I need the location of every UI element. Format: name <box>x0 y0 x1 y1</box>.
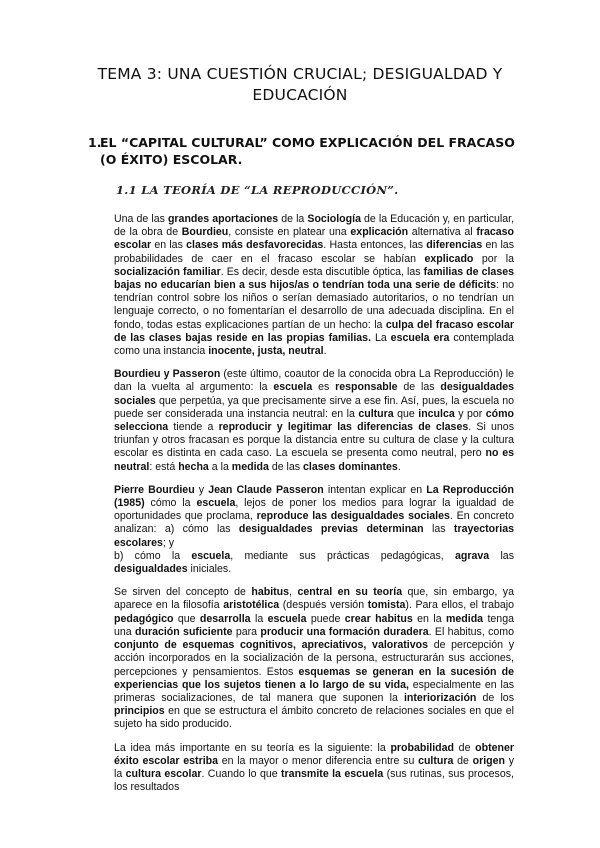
bold-text: inculca <box>418 407 455 420</box>
bold-text: transmite la escuela <box>281 767 384 780</box>
bold-text: explicado <box>424 252 474 265</box>
bold-text: Jean Claude Passeron <box>208 483 324 496</box>
bold-text: cultura <box>418 754 454 767</box>
bold-text: pedagógico <box>114 612 174 625</box>
bold-text: culpa del fracaso escolar de las clases bajas reside en las propias familias. <box>114 318 514 344</box>
text-run: de las <box>397 381 441 394</box>
bold-text: hecha <box>178 460 209 473</box>
bold-text: trayectorias escolares <box>114 523 514 549</box>
bold-text: inocente, justa, neutral <box>208 345 324 358</box>
text-run: , lejos de poner los medios para lograr la igualdad de oportunidades que proclama, <box>114 497 514 523</box>
bold-text: reproduce las desigualdades sociales <box>256 510 450 523</box>
text-run: las <box>489 549 514 562</box>
bold-text: duración suficiente <box>135 625 233 638</box>
text-run: Una de las <box>114 213 168 225</box>
text-run: la <box>250 612 268 625</box>
bold-text: familias de clases bajas no educarían bien a sus hijos/as o tendrían toda una serie de déficits <box>114 265 515 292</box>
text-run: , mediante sus prácticas pedagógicas, <box>230 549 456 562</box>
text-run: de los <box>476 691 514 704</box>
text-run: por la <box>473 252 514 265</box>
text-run: . <box>323 345 327 358</box>
bold-text: producir una formación duradera <box>260 625 429 638</box>
bold-text: desigualdades previas determinan <box>238 523 424 536</box>
bold-text: socialización familiar <box>114 265 221 278</box>
section-heading-text: EL “CAPITAL CULTURAL” COMO EXPLICACIÓN DEL FRACASO (O ÉXITO) ESCOLAR. <box>100 135 515 167</box>
bold-text: probabilidad <box>390 741 454 754</box>
text-run: puede <box>306 612 345 625</box>
bold-text: medida <box>445 612 484 625</box>
text-run: tenga una <box>114 612 514 638</box>
text-run: . <box>397 460 401 473</box>
bold-text: escuela <box>196 497 236 510</box>
text-run: de las <box>268 460 304 473</box>
bold-text: Bourdieu <box>181 226 229 239</box>
bold-text: escuela <box>191 549 231 562</box>
text-run: que <box>393 407 419 420</box>
bold-text: desigualdades sociales <box>114 381 515 407</box>
text-run: intentan explicar en <box>323 483 427 496</box>
text-run: Se sirven del concepto de <box>114 586 252 599</box>
paragraph <box>114 368 514 474</box>
text-run: ). Para ellos, el trabajo <box>405 599 514 612</box>
text-run: en las <box>151 239 187 252</box>
bold-text: central en su teoría <box>297 586 403 599</box>
text-run: b) cómo la <box>114 549 192 562</box>
bold-text: explicación <box>350 226 409 239</box>
text-run: que <box>173 612 200 625</box>
text-run: (sus rutinas, sus procesos, los resultados <box>114 767 514 794</box>
text-run: ; y <box>162 536 175 549</box>
section-heading <box>88 134 518 168</box>
text-run: , consiste en platear una <box>228 226 351 239</box>
bold-text: cultura escolar <box>125 767 202 780</box>
bold-text: Bourdieu y Passeron <box>114 368 221 381</box>
bold-text: interiorización <box>403 691 477 704</box>
text-run: es <box>312 381 336 394</box>
bold-text: agrava <box>455 549 490 562</box>
text-run: especialmente en las primeras socializaciones, de tal manera que suponen la <box>114 678 515 704</box>
paragraph <box>114 742 514 795</box>
text-run: contemplada como una instancia <box>114 331 514 358</box>
bold-text: tomista <box>367 599 406 612</box>
text-run: tiende a <box>168 421 219 434</box>
text-run: : no tendrían control sobre los niños o serían demasiado autoritarios, o no tendrían un lenguaje correcto, o no fomentarían el desarrollo de una adecuada disciplina. En el fondo, todas estas explicaciones partían de un hecho: la <box>114 279 514 331</box>
text-run: en que se estructura el ámbito concreto de relaciones sociales en que el sujeto ha sido producido. <box>114 705 514 731</box>
text-run: . El habitus, como <box>428 625 514 638</box>
text-run: en las probabilidades de caer en el fracaso escolar se habían <box>114 239 515 265</box>
paragraph <box>114 213 514 358</box>
text-run: alternativa al <box>408 226 477 239</box>
bold-text: desarrolla <box>199 612 251 625</box>
bold-text: clases dominantes <box>303 460 398 473</box>
bold-text: origen <box>472 754 505 767</box>
document-title: TEMA 3: UNA CUESTIÓN CRUCIAL; DESIGUALDAD Y EDUCACIÓN <box>97 65 503 104</box>
text-run: las <box>423 523 454 536</box>
text-run: iniciales. <box>187 563 232 576</box>
text-run: y la <box>114 754 514 780</box>
text-run: de percepción y acción incorporados en la socialización de la persona, estructurarán sus acciones, percepciones y pensamientos. Estos <box>114 639 514 678</box>
text-run: en la <box>412 612 446 625</box>
bold-text: medida <box>231 460 269 473</box>
text-run: de la Educación y, en particular, de la obra de <box>114 213 515 239</box>
bold-text: clases más desfavorecidas <box>186 239 324 252</box>
paragraph <box>114 484 514 576</box>
bold-text: Sociología <box>307 213 361 225</box>
bold-text: Pierre Bourdieu <box>114 483 195 496</box>
text-run: que perpetúa, ya que precisamente sirve a ese fin. Así, pues, la escuela no puede ser considerada una instancia neutral: en la <box>114 394 514 420</box>
bold-text: cultura <box>358 407 394 420</box>
paragraph <box>114 586 514 731</box>
bold-text: reproducir y legitimar las diferencias de clases <box>218 421 469 434</box>
text-run: . Si unos triunfan y otros fracasan es porque la distancia entre su cultura de clase y la cultura escolar es distinta en cada caso. La escuela se presenta como neutral, pero <box>114 421 514 460</box>
bold-text: principios <box>114 705 165 718</box>
bold-text: habitus <box>251 586 290 599</box>
bold-text: diferencias <box>426 239 483 252</box>
bold-text: aristotélica <box>223 599 280 612</box>
bold-text: obtener éxito escolar estriba <box>114 741 515 767</box>
text-run: . Es decir, desde esta discutible óptica, las <box>220 265 424 278</box>
bold-text: responsable <box>335 381 398 394</box>
bold-text: cómo selecciona <box>114 407 514 434</box>
text-run: para <box>232 625 261 638</box>
bold-text: escuela <box>273 381 313 394</box>
text-run: (después versión <box>279 599 368 612</box>
text-run: de la <box>278 213 308 225</box>
bold-text: desigualdades <box>114 563 188 576</box>
text-run: y por <box>454 407 486 420</box>
text-run: , <box>289 586 298 599</box>
body-text <box>114 213 514 804</box>
bold-text: escuela era <box>390 331 450 344</box>
text-run: de <box>454 741 476 754</box>
text-run: . En concreto analizan: a) cómo las <box>114 510 514 536</box>
text-run: La idea más importante en su teoría es la siguiente: la <box>114 741 391 754</box>
text-run: . Hasta entonces, las <box>323 239 427 252</box>
bold-text: no es neutral <box>114 447 515 473</box>
text-run: de <box>453 754 473 767</box>
section-number: 1. <box>88 135 102 150</box>
text-run: y <box>194 483 209 496</box>
subsection-heading: 1.1 LA TEORÍA DE “LA REPRODUCCIÓN”. <box>116 183 399 197</box>
text-run: . Cuando lo que <box>201 767 282 780</box>
text-run: La <box>371 331 391 344</box>
bold-text: escuela <box>267 612 307 625</box>
bold-text: La Reproducción (1985) <box>114 483 514 510</box>
bold-text: fracaso escolar <box>114 226 515 252</box>
bold-text: grandes aportaciones <box>167 213 279 225</box>
text-run: que, sin embargo, ya aparece en la filosofía <box>114 586 514 612</box>
bold-text: conjunto de esquemas cognitivos, apreciativos, valorativos <box>114 639 428 652</box>
text-run: (este último, coautor de la conocida obra La Reproducción) le dan la vuelta al argumento: la <box>114 368 514 394</box>
text-run: a la <box>208 460 232 473</box>
bold-text: crear habitus <box>344 612 413 625</box>
text-run: en la mayor o menor diferencia entre su <box>218 754 419 767</box>
bold-text: esquemas se generan en la sucesión de experiencias que los sujetos tienen a lo largo de su vida, <box>114 665 514 691</box>
text-run: : está <box>149 460 179 473</box>
text-run: cómo la <box>144 497 197 510</box>
